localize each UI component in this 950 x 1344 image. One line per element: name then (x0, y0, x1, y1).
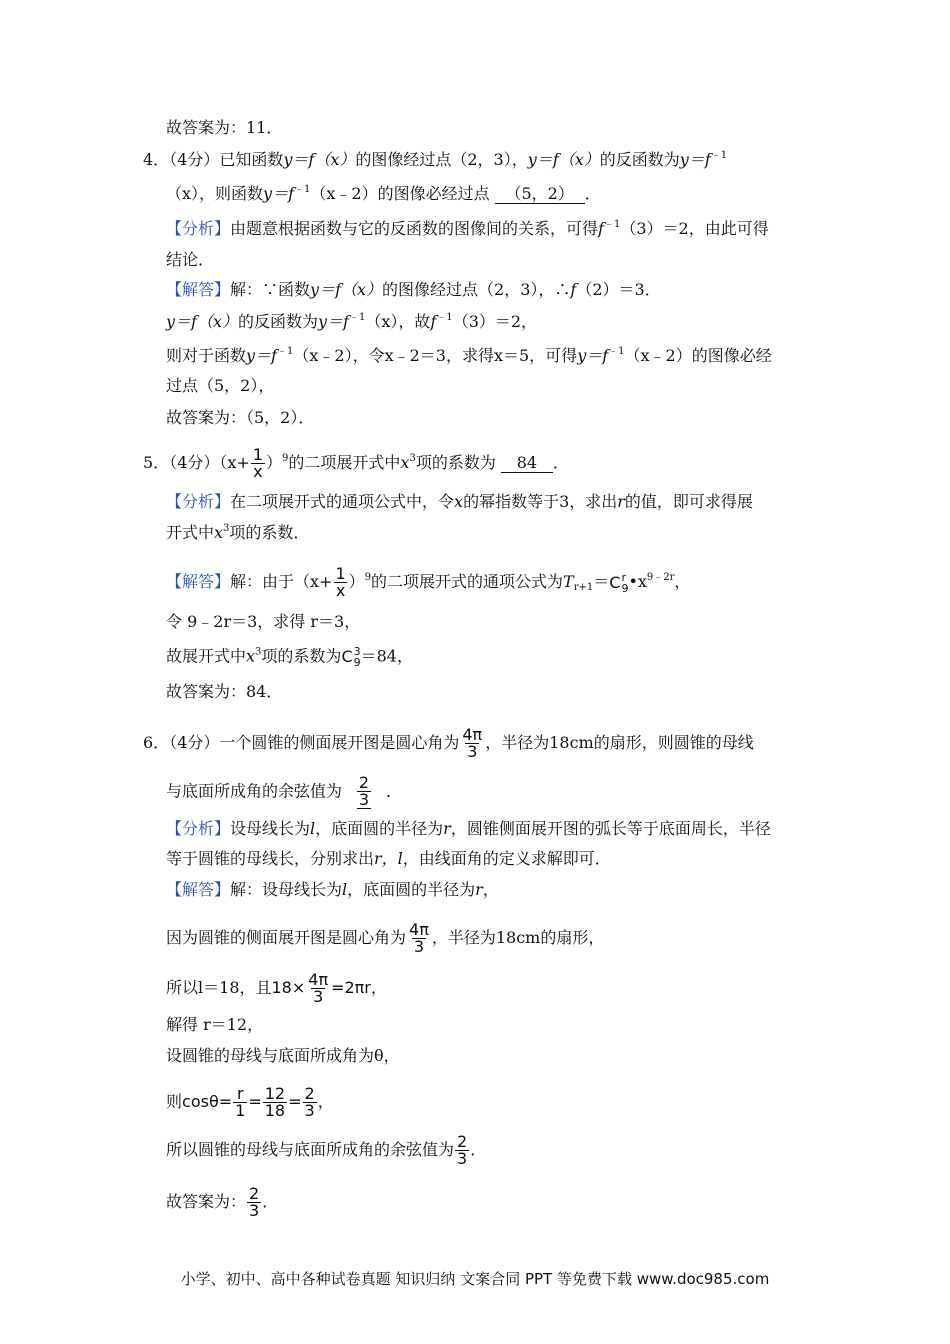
analysis-q4: 【分析】由题意根据函数与它的反函数的图像间的关系，可得$f^{﹣1}(3)=2$，由此可得 (166, 219, 769, 238)
question-6-line-2: 与底面所成角的余弦值为 $\frac{2}{3}$ ． (166, 773, 403, 809)
fraction-12-over-18: $\frac{12}{18}$ (264, 1084, 286, 1120)
analysis-q6-cont: 等于圆锥的母线长，分别求出r，l，由线面角的定义求解即可． (166, 849, 611, 868)
fraction-4pi-over-3: $\frac{4\pi}{3}$ (308, 970, 329, 1006)
solution-q4-step2: y＝f（x）的反函数为$y=f^{﹣1}(x)$，故$f^{﹣1}(3)=2$， (166, 312, 538, 331)
answer-line-q3: 故答案为：11． (166, 118, 283, 137)
fraction-1-over-x: $\frac{1}{x}$ (252, 445, 263, 481)
answer-blank-q5: 84 (501, 454, 553, 473)
question-6-line-1: 6．（4分）一个圆锥的侧面展开图是圆心角为 $\frac{4\pi}{3}$ ，半径为18cm的扇形，则圆锥的母线 (143, 725, 754, 761)
analysis-q5-cont: 开式中$x^3$项的系数． (166, 523, 310, 542)
solution-q4-step4: 过点（5，2）， (166, 376, 275, 395)
answer-blank-q4: （5，2） (495, 185, 585, 204)
solution-q6-step7: 所以圆锥的母线与底面所成角的余弦值为 $\frac{2}{3}$ ． (166, 1132, 487, 1168)
question-5-line-1: 5．（4分）（x+ $\frac{1}{x}$ ）$^9$的二项展开式中$x^3$项的系数为 84 ． (143, 445, 569, 481)
solution-q6-step2: 因为圆锥的侧面展开图是圆心角为 $\frac{4\pi}{3}$ ，半径为18cm的扇形， (166, 920, 605, 956)
fraction-r-over-l: $\frac{r}{1}$ (235, 1084, 246, 1120)
fraction-4pi-over-3: $\frac{4\pi}{3}$ (462, 725, 483, 761)
solution-q4-step3: 则对于函数$y=f^{﹣1}(x﹣2)$，令x﹣2＝3，求得x＝5，可得$y=f^{﹣1}(x﹣2)$的图像必经 (166, 346, 772, 365)
fraction-2-over-3: $\frac{2}{3}$ (249, 1184, 260, 1220)
analysis-q4-cont: 结论． (166, 250, 215, 269)
answer-line-q4: 故答案为：（5，2）． (166, 408, 315, 427)
answer-line-q6: 故答案为： $\frac{2}{3}$ ． (166, 1184, 279, 1220)
solution-q6-step6: 则cosθ= $\frac{r}{1}$ = $\frac{12}{18}$ = $\frac{2}{3}$ ， (166, 1084, 334, 1120)
page-footer: 小学、初中、高中各种试卷真题 知识归纳 文案合同 PPT 等免费下载 www.doc985.com (180, 1270, 770, 1288)
fraction-2-over-3: $\frac{2}{3}$ (457, 1132, 468, 1168)
solution-q6: 【解答】解：设母线长为l，底面圆的半径为r， (166, 880, 499, 899)
solution-q6-step4: 解得 r＝12， (166, 1015, 264, 1034)
combination-c-9-3: C 3 9 (341, 645, 361, 669)
analysis-q6: 【分析】设母线长为l，底面圆的半径为r，圆锥侧面展开图的弧长等于底面周长，半径 (166, 819, 771, 838)
solution-q5: 【解答】解：由于（x+ $\frac{1}{x}$ ）$^9$的二项展开式的通项公式为$T_{r+1}=$ C r 9 $•x^{9﹣2r}$， (166, 564, 691, 600)
question-4-line-1: 4．（4分）已知函数y＝f（x）的图像经过点（2，3），y＝f（x）的反函数为$y=f^{﹣1}$ (143, 150, 728, 169)
solution-q4: 【解答】解：∵函数y＝f（x）的图像经过点（2，3），∴f（2）＝3． (166, 280, 661, 299)
solution-q6-step5: 设圆锥的母线与底面所成角为θ， (166, 1046, 400, 1065)
solution-q6-step3: 所以l＝18，且18× $\frac{4\pi}{3}$ =2πr， (166, 970, 387, 1006)
answer-line-q5: 故答案为：84． (166, 682, 283, 701)
answer-blank-q6: $\frac{2}{3}$ (358, 773, 370, 809)
solution-q5-step3: 故展开式中$x^3$项的系数为 C 3 9 ＝84， (166, 645, 413, 669)
question-4-line-2: （x），则函数$y=f^{﹣1}(x﹣2)$的图像必经过点 （5，2） ． (166, 184, 601, 203)
fraction-2-over-3: $\frac{2}{3}$ (304, 1084, 315, 1120)
analysis-q5: 【分析】在二项展开式的通项公式中，令x的幂指数等于3，求出r的值，即可求得展 (166, 492, 753, 511)
fraction-4pi-over-3: $\frac{4\pi}{3}$ (409, 920, 429, 956)
solution-q5-step2: 令 9﹣2r＝3，求得 r＝3， (166, 612, 361, 631)
combination-c-9-r: C r 9 (609, 570, 629, 595)
fraction-1-over-x: $\frac{1}{x}$ (335, 564, 346, 600)
